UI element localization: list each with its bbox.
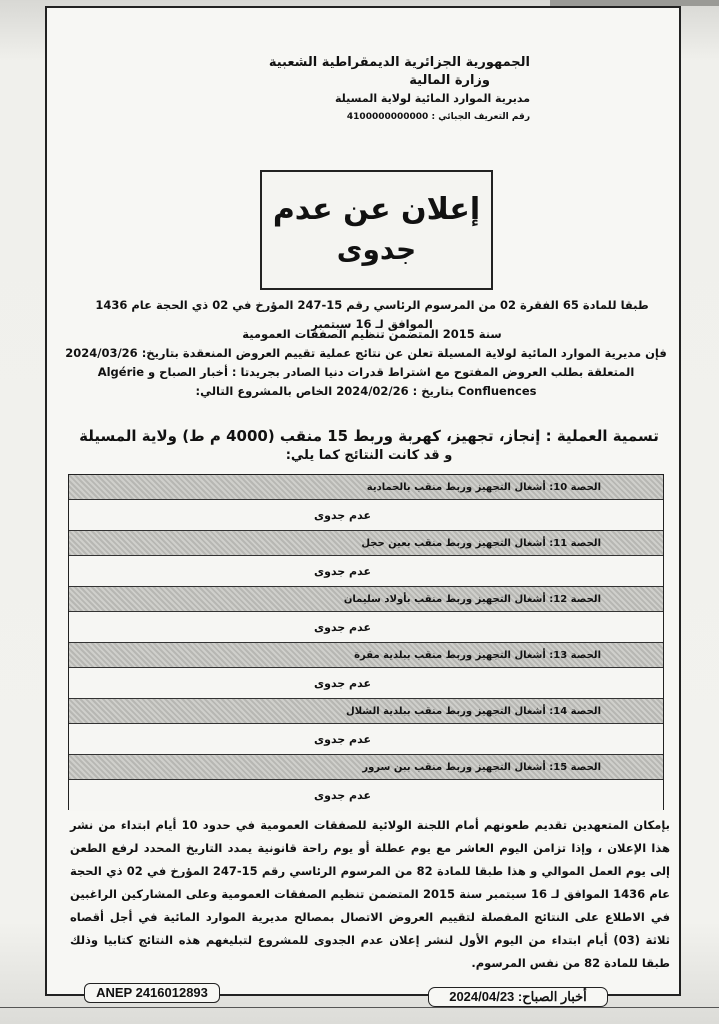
title-box	[260, 170, 493, 290]
lot-heading: الحصة 15: أشغال التجهيز وربط منقب ببن سرور	[69, 755, 663, 780]
lot-heading: الحصة 14: أشغال التجهيز وربط منقب ببلدية الشلال	[69, 699, 663, 724]
legal-reference-line-2: سنة 2015 المتضمن تنظيم الصفقات العمومية	[242, 327, 502, 341]
ministry-name: وزارة المالية	[409, 73, 490, 88]
title-line-1: إعلان عن عدم	[272, 192, 481, 227]
lot-result: عدم جدوى	[69, 556, 663, 587]
lot-heading: الحصة 10: أشغال التجهيز وربط منقب بالحمادية	[69, 475, 663, 500]
issuer-header	[60, 54, 530, 126]
results-intro: و قد كانت النتائج كما يلي:	[285, 448, 453, 463]
lot-result: عدم جدوى	[69, 668, 663, 699]
lot-heading: الحصة 13: أشغال التجهيز وربط منقب ببلدية مقرة	[69, 643, 663, 668]
republic-name: الجمهورية الجزائرية الديمقراطية الشعبية	[268, 55, 530, 70]
appeal-notice: بإمكان المتعهدين تقديم طعونهم أمام اللجنة الولائية للصفقات العمومية في حدود 10 أيام ابتداء من نشر هذا الإعلان ، وإذا تزامن اليوم العاشر مع يوم عطلة أو يوم راحة قانونية يمدد التاريخ المحدد لرفع الطعن إلى يوم العمل الموالي و هذا طبقا للمادة 82 من المرسوم الرئاسي رقم 15-247 المؤرخ في 02 ذي الحجة عام 1436 الموافق لـ 16 سبتمبر سنة 2015 المتضمن تنظيم الصفقات العمومية وعلى المشاركين الراغبين في الاطلاع على النتائج المفصلة لتقييم العروض الاتصال بمصالح مديرية الموارد المائية في أجل أقصاه ثلاثة (03) أيام ابتداء من اليوم الأول لنشر إعلان عدم الجدوى للمشروع لتبليغهم هذه النتائج كتابيا وذلك طبقا للمادة 82 من نفس المرسوم.	[70, 818, 671, 970]
tax-id: رقم التعريف الجبائي : 4100000000000	[346, 112, 530, 122]
lot-heading: الحصة 11: أشغال التجهيز وربط منقب بعين حجل	[69, 531, 663, 556]
lot-result: عدم جدوى	[69, 612, 663, 643]
title-line-2: جدوى	[336, 233, 417, 266]
lot-result: عدم جدوى	[69, 724, 663, 755]
lot-result: عدم جدوى	[69, 500, 663, 531]
lot-result: عدم جدوى	[69, 780, 663, 811]
lots-table	[68, 474, 664, 810]
anep-reference: ANEP 2416012893	[84, 983, 220, 1003]
legal-reference-line-1: طبقا للمادة 65 الفقرة 02 من المرسوم الرئاسي رقم 15-247 المؤرخ في 02 ذي الحجة عام 1436 الموافق لـ 16 سبتمبر	[95, 298, 649, 331]
operation-name: تسمية العملية : إنجاز، تجهيز، كهربة وربط 15 منقب (4000 م ط) ولاية المسيلة	[79, 427, 659, 445]
lot-heading: الحصة 12: أشغال التجهيز وربط منقب بأولاد سليمان	[69, 587, 663, 612]
footer-rule	[0, 1007, 719, 1008]
intro-body: فإن مديرية الموارد المائية لولاية المسيلة تعلن عن نتائج عملية تقييم العروض المنعقدة بتاريخ: 2024/03/26 المتعلقة بطلب العروض المفتوح مع اشتراط قدرات دنيا الصادر بجريدتا : أخبار الصباح و Algérie Confluences بتاريخ : 2024/02/26 الخاص بالمشروع التالي:	[65, 346, 667, 398]
publication-source: أخبار الصباح: 2024/04/23	[428, 987, 608, 1007]
directorate-name: مديرية الموارد المائية لولاية المسيلة	[334, 92, 530, 105]
